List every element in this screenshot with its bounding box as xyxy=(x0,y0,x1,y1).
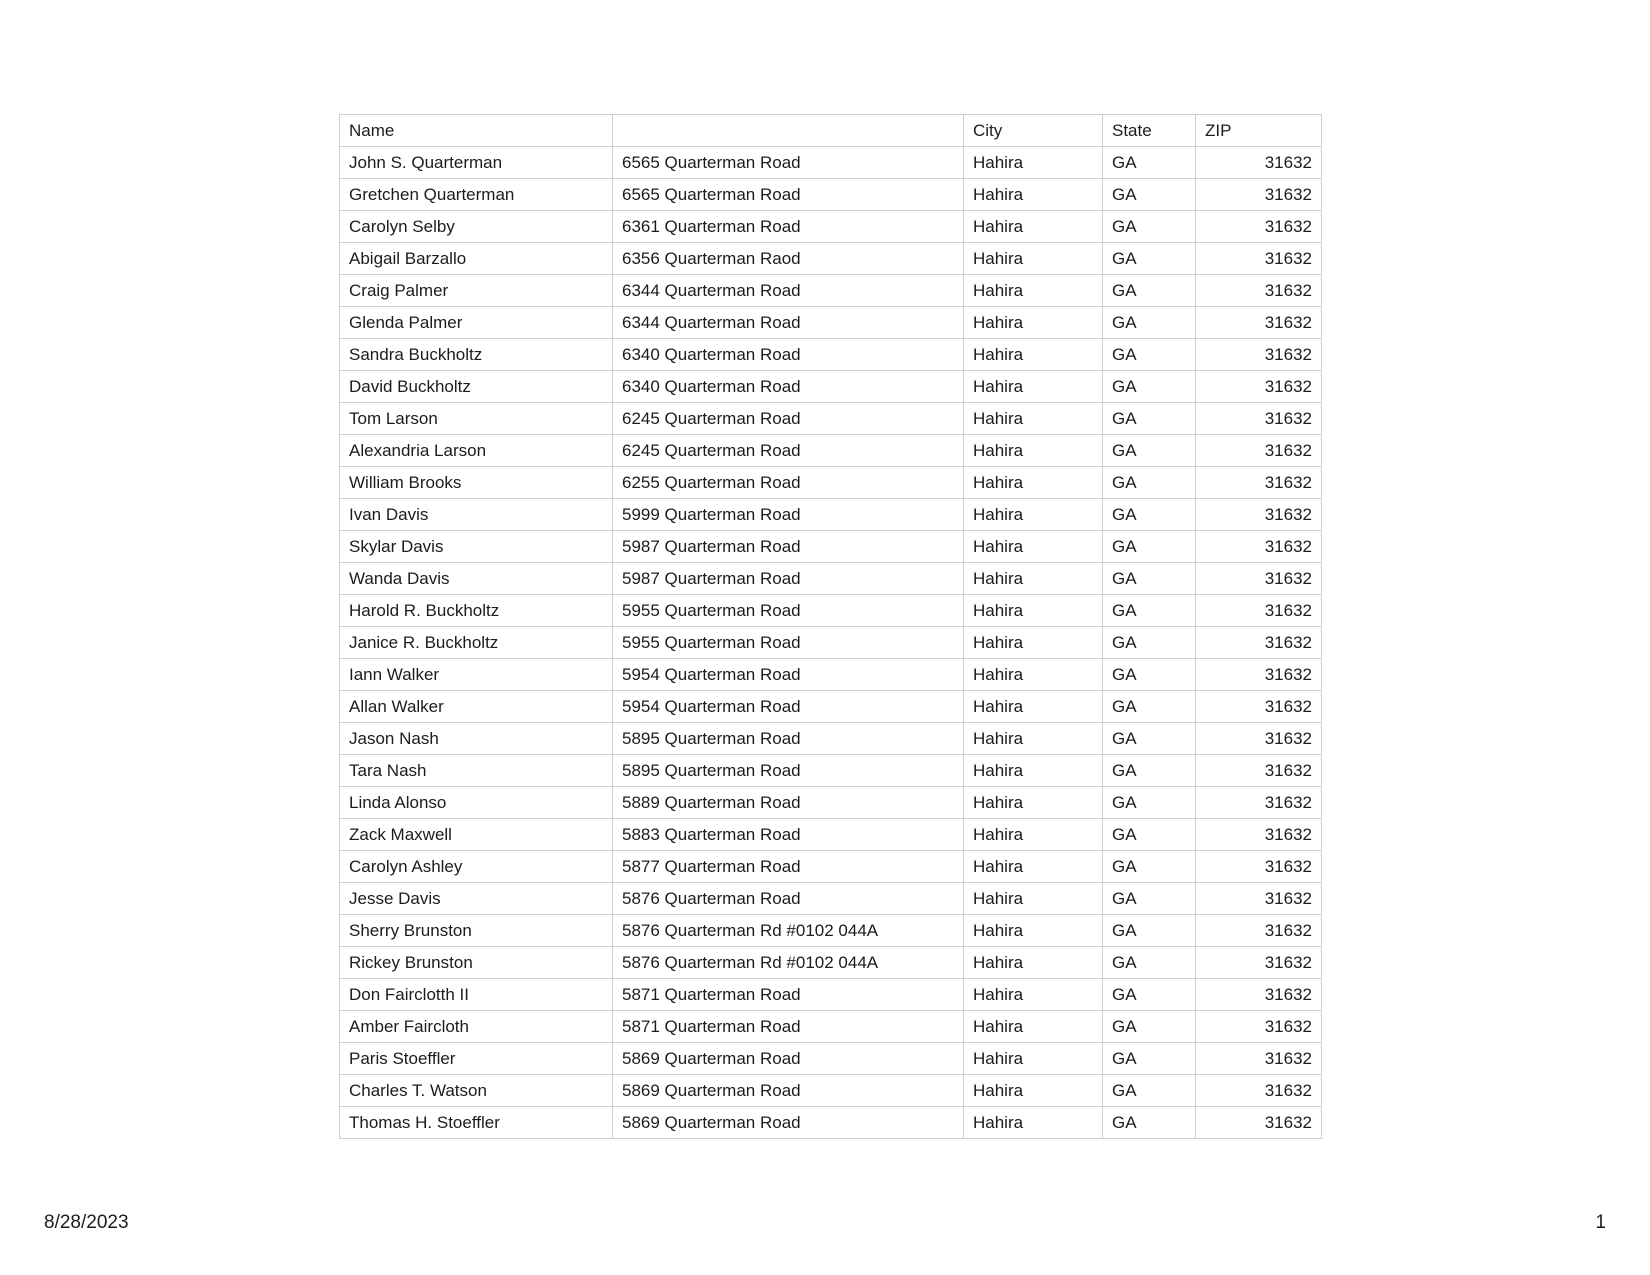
table-row xyxy=(340,883,1322,915)
column-header-address xyxy=(613,115,964,147)
cell-city: Hahira xyxy=(964,147,1103,179)
cell-address: 6356 Quarterman Raod xyxy=(613,243,964,275)
cell-state: GA xyxy=(1103,819,1196,851)
cell-address: 5955 Quarterman Road xyxy=(613,595,964,627)
cell-city: Hahira xyxy=(964,1075,1103,1107)
cell-address: 6340 Quarterman Road xyxy=(613,371,964,403)
cell-city: Hahira xyxy=(964,947,1103,979)
table-row xyxy=(340,211,1322,243)
cell-city: Hahira xyxy=(964,563,1103,595)
cell-name: Alexandria Larson xyxy=(340,435,613,467)
cell-address: 5871 Quarterman Road xyxy=(613,1011,964,1043)
cell-city: Hahira xyxy=(964,467,1103,499)
cell-state: GA xyxy=(1103,147,1196,179)
table-row xyxy=(340,979,1322,1011)
cell-address: 5954 Quarterman Road xyxy=(613,691,964,723)
cell-name: Jesse Davis xyxy=(340,883,613,915)
cell-name: Harold R. Buckholtz xyxy=(340,595,613,627)
cell-state: GA xyxy=(1103,563,1196,595)
cell-state: GA xyxy=(1103,307,1196,339)
cell-state: GA xyxy=(1103,179,1196,211)
cell-address: 6255 Quarterman Road xyxy=(613,467,964,499)
cell-name: Ivan Davis xyxy=(340,499,613,531)
cell-name: Glenda Palmer xyxy=(340,307,613,339)
cell-state: GA xyxy=(1103,339,1196,371)
cell-zip: 31632 xyxy=(1196,147,1322,179)
table-row xyxy=(340,147,1322,179)
cell-name: Thomas H. Stoeffler xyxy=(340,1107,613,1139)
column-header-name: Name xyxy=(340,115,613,147)
cell-zip: 31632 xyxy=(1196,851,1322,883)
table-row xyxy=(340,915,1322,947)
cell-city: Hahira xyxy=(964,403,1103,435)
cell-name: Jason Nash xyxy=(340,723,613,755)
cell-address: 6340 Quarterman Road xyxy=(613,339,964,371)
column-header-zip: ZIP xyxy=(1196,115,1322,147)
cell-address: 5877 Quarterman Road xyxy=(613,851,964,883)
cell-address: 6565 Quarterman Road xyxy=(613,147,964,179)
table-row xyxy=(340,243,1322,275)
cell-city: Hahira xyxy=(964,339,1103,371)
cell-address: 5869 Quarterman Road xyxy=(613,1107,964,1139)
table-row xyxy=(340,659,1322,691)
table-row xyxy=(340,403,1322,435)
cell-name: Craig Palmer xyxy=(340,275,613,307)
table-row xyxy=(340,787,1322,819)
cell-city: Hahira xyxy=(964,1043,1103,1075)
cell-zip: 31632 xyxy=(1196,563,1322,595)
table-row xyxy=(340,851,1322,883)
cell-name: Tara Nash xyxy=(340,755,613,787)
cell-zip: 31632 xyxy=(1196,979,1322,1011)
cell-address: 5876 Quarterman Road xyxy=(613,883,964,915)
cell-address: 5954 Quarterman Road xyxy=(613,659,964,691)
cell-state: GA xyxy=(1103,883,1196,915)
cell-zip: 31632 xyxy=(1196,755,1322,787)
cell-city: Hahira xyxy=(964,243,1103,275)
cell-city: Hahira xyxy=(964,627,1103,659)
table-row xyxy=(340,531,1322,563)
cell-name: Janice R. Buckholtz xyxy=(340,627,613,659)
cell-name: Sherry Brunston xyxy=(340,915,613,947)
cell-name: David Buckholtz xyxy=(340,371,613,403)
table-row xyxy=(340,723,1322,755)
cell-zip: 31632 xyxy=(1196,883,1322,915)
cell-state: GA xyxy=(1103,435,1196,467)
cell-state: GA xyxy=(1103,979,1196,1011)
cell-zip: 31632 xyxy=(1196,499,1322,531)
cell-city: Hahira xyxy=(964,595,1103,627)
cell-name: Carolyn Selby xyxy=(340,211,613,243)
cell-state: GA xyxy=(1103,499,1196,531)
table-body xyxy=(340,147,1322,1139)
cell-address: 5889 Quarterman Road xyxy=(613,787,964,819)
cell-address: 5869 Quarterman Road xyxy=(613,1075,964,1107)
cell-zip: 31632 xyxy=(1196,627,1322,659)
cell-zip: 31632 xyxy=(1196,723,1322,755)
cell-zip: 31632 xyxy=(1196,1075,1322,1107)
cell-state: GA xyxy=(1103,595,1196,627)
table-row xyxy=(340,435,1322,467)
cell-name: Tom Larson xyxy=(340,403,613,435)
cell-address: 5895 Quarterman Road xyxy=(613,755,964,787)
cell-address: 5895 Quarterman Road xyxy=(613,723,964,755)
cell-state: GA xyxy=(1103,627,1196,659)
cell-city: Hahira xyxy=(964,371,1103,403)
cell-state: GA xyxy=(1103,691,1196,723)
cell-state: GA xyxy=(1103,659,1196,691)
cell-state: GA xyxy=(1103,531,1196,563)
cell-city: Hahira xyxy=(964,531,1103,563)
cell-state: GA xyxy=(1103,851,1196,883)
cell-zip: 31632 xyxy=(1196,787,1322,819)
table-row xyxy=(340,339,1322,371)
cell-zip: 31632 xyxy=(1196,403,1322,435)
cell-zip: 31632 xyxy=(1196,531,1322,563)
cell-city: Hahira xyxy=(964,499,1103,531)
cell-name: Skylar Davis xyxy=(340,531,613,563)
cell-state: GA xyxy=(1103,947,1196,979)
cell-state: GA xyxy=(1103,211,1196,243)
cell-city: Hahira xyxy=(964,979,1103,1011)
cell-city: Hahira xyxy=(964,819,1103,851)
cell-state: GA xyxy=(1103,1075,1196,1107)
cell-address: 6361 Quarterman Road xyxy=(613,211,964,243)
cell-name: Carolyn Ashley xyxy=(340,851,613,883)
cell-name: Rickey Brunston xyxy=(340,947,613,979)
cell-name: John S. Quarterman xyxy=(340,147,613,179)
cell-state: GA xyxy=(1103,723,1196,755)
table-row xyxy=(340,595,1322,627)
table-row xyxy=(340,691,1322,723)
cell-zip: 31632 xyxy=(1196,659,1322,691)
cell-city: Hahira xyxy=(964,691,1103,723)
cell-state: GA xyxy=(1103,915,1196,947)
cell-zip: 31632 xyxy=(1196,915,1322,947)
cell-zip: 31632 xyxy=(1196,1107,1322,1139)
cell-zip: 31632 xyxy=(1196,371,1322,403)
cell-zip: 31632 xyxy=(1196,595,1322,627)
table-row xyxy=(340,275,1322,307)
cell-name: Linda Alonso xyxy=(340,787,613,819)
cell-state: GA xyxy=(1103,371,1196,403)
cell-city: Hahira xyxy=(964,211,1103,243)
cell-state: GA xyxy=(1103,243,1196,275)
cell-zip: 31632 xyxy=(1196,275,1322,307)
cell-address: 6565 Quarterman Road xyxy=(613,179,964,211)
table-row xyxy=(340,755,1322,787)
cell-address: 6245 Quarterman Road xyxy=(613,403,964,435)
table-row xyxy=(340,371,1322,403)
cell-address: 6344 Quarterman Road xyxy=(613,275,964,307)
cell-city: Hahira xyxy=(964,851,1103,883)
cell-zip: 31632 xyxy=(1196,435,1322,467)
cell-zip: 31632 xyxy=(1196,1043,1322,1075)
cell-zip: 31632 xyxy=(1196,179,1322,211)
cell-city: Hahira xyxy=(964,755,1103,787)
cell-city: Hahira xyxy=(964,723,1103,755)
cell-name: Don Fairclotth II xyxy=(340,979,613,1011)
cell-name: Zack Maxwell xyxy=(340,819,613,851)
cell-name: William Brooks xyxy=(340,467,613,499)
cell-zip: 31632 xyxy=(1196,243,1322,275)
table-row xyxy=(340,1075,1322,1107)
cell-zip: 31632 xyxy=(1196,691,1322,723)
table-row xyxy=(340,307,1322,339)
cell-city: Hahira xyxy=(964,307,1103,339)
column-header-city: City xyxy=(964,115,1103,147)
cell-city: Hahira xyxy=(964,883,1103,915)
cell-state: GA xyxy=(1103,467,1196,499)
address-table xyxy=(339,114,1322,1139)
table-row xyxy=(340,1107,1322,1139)
cell-address: 6344 Quarterman Road xyxy=(613,307,964,339)
cell-city: Hahira xyxy=(964,275,1103,307)
cell-name: Iann Walker xyxy=(340,659,613,691)
footer-date: 8/28/2023 xyxy=(44,1212,129,1233)
cell-city: Hahira xyxy=(964,435,1103,467)
header-row xyxy=(340,115,1322,147)
table-row xyxy=(340,467,1322,499)
cell-name: Sandra Buckholtz xyxy=(340,339,613,371)
cell-address: 5999 Quarterman Road xyxy=(613,499,964,531)
table-row xyxy=(340,179,1322,211)
cell-address: 5876 Quarterman Rd #0102 044A xyxy=(613,947,964,979)
cell-name: Paris Stoeffler xyxy=(340,1043,613,1075)
cell-address: 5883 Quarterman Road xyxy=(613,819,964,851)
cell-zip: 31632 xyxy=(1196,339,1322,371)
cell-address: 5987 Quarterman Road xyxy=(613,531,964,563)
cell-name: Gretchen Quarterman xyxy=(340,179,613,211)
cell-city: Hahira xyxy=(964,179,1103,211)
cell-city: Hahira xyxy=(964,787,1103,819)
cell-zip: 31632 xyxy=(1196,819,1322,851)
cell-name: Abigail Barzallo xyxy=(340,243,613,275)
column-header-state: State xyxy=(1103,115,1196,147)
cell-state: GA xyxy=(1103,755,1196,787)
cell-name: Allan Walker xyxy=(340,691,613,723)
cell-state: GA xyxy=(1103,1011,1196,1043)
cell-city: Hahira xyxy=(964,915,1103,947)
cell-state: GA xyxy=(1103,275,1196,307)
cell-state: GA xyxy=(1103,787,1196,819)
cell-name: Wanda Davis xyxy=(340,563,613,595)
table-row xyxy=(340,563,1322,595)
table-row xyxy=(340,947,1322,979)
cell-city: Hahira xyxy=(964,1107,1103,1139)
cell-state: GA xyxy=(1103,1107,1196,1139)
cell-name: Charles T. Watson xyxy=(340,1075,613,1107)
cell-address: 6245 Quarterman Road xyxy=(613,435,964,467)
cell-city: Hahira xyxy=(964,1011,1103,1043)
table-row xyxy=(340,819,1322,851)
cell-address: 5869 Quarterman Road xyxy=(613,1043,964,1075)
footer-page-number: 1 xyxy=(1595,1212,1606,1233)
cell-zip: 31632 xyxy=(1196,947,1322,979)
cell-zip: 31632 xyxy=(1196,1011,1322,1043)
cell-name: Amber Faircloth xyxy=(340,1011,613,1043)
cell-state: GA xyxy=(1103,403,1196,435)
table-row xyxy=(340,627,1322,659)
cell-address: 5955 Quarterman Road xyxy=(613,627,964,659)
cell-zip: 31632 xyxy=(1196,211,1322,243)
table-row xyxy=(340,1043,1322,1075)
cell-state: GA xyxy=(1103,1043,1196,1075)
cell-zip: 31632 xyxy=(1196,467,1322,499)
cell-city: Hahira xyxy=(964,659,1103,691)
table-row xyxy=(340,499,1322,531)
cell-address: 5876 Quarterman Rd #0102 044A xyxy=(613,915,964,947)
table-row xyxy=(340,1011,1322,1043)
cell-address: 5987 Quarterman Road xyxy=(613,563,964,595)
cell-zip: 31632 xyxy=(1196,307,1322,339)
cell-address: 5871 Quarterman Road xyxy=(613,979,964,1011)
table-header xyxy=(340,115,1322,147)
